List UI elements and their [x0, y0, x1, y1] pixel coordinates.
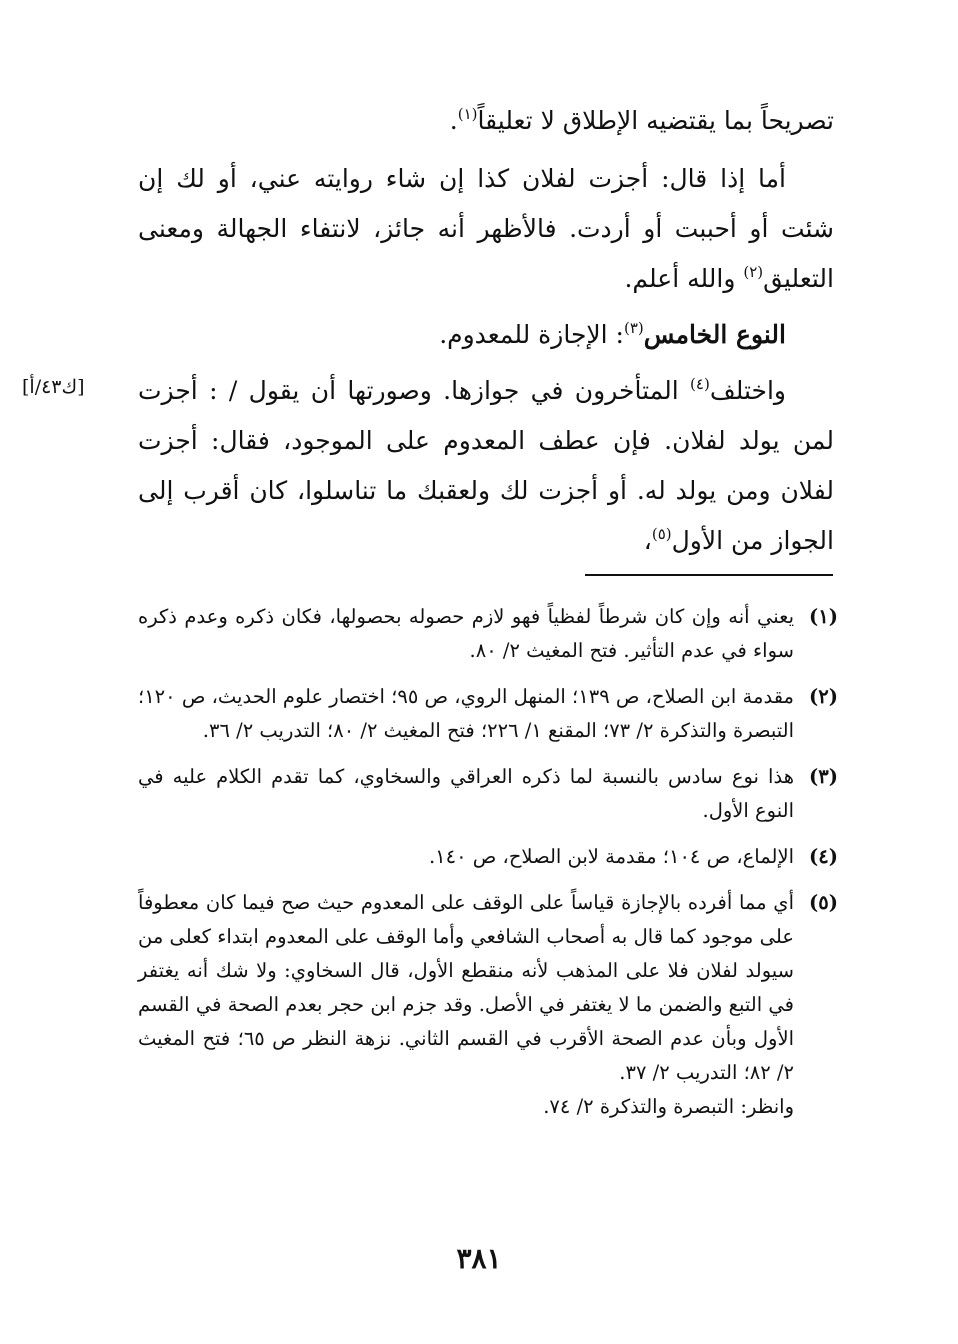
footnote-see-also: وانظر: التبصرة والتذكرة ٢/ ٧٤.: [543, 1095, 794, 1118]
footnote-5: [138, 886, 838, 1124]
footnote-text: الإلماع، ص ١٠٤؛ مقدمة لابن الصلاح، ص ١٤٠.: [428, 845, 794, 868]
footnotes: [138, 600, 838, 1136]
paragraph-conditional-ijaza: [138, 154, 834, 304]
footnote-1: [138, 600, 838, 668]
main-text: [138, 96, 834, 572]
manuscript-folio-note: [ك٤٣/أ]: [22, 376, 85, 398]
paragraph-text: أما إذا قال: أجزت لفلان كذا إن شاء روايته عني، أو لك إن شئت أو أحببت أو أردت. فالأظهر أنه جائز، لانتفاء الجهالة ومعنى التعليق: [138, 164, 834, 293]
footnote-text: مقدمة ابن الصلاح، ص ١٣٩؛ المنهل الروي، ص ٩٥؛ اختصار علوم الحديث، ص ١٢٠؛ التبصرة والتذكرة ٢/ ٧٣؛ المقنع ١/ ٢٢٦؛ فتح المغيث ٢/ ٨٠؛ التدريب ٢/ ٣٦.: [138, 685, 794, 742]
footnote-number: (٤): [809, 845, 838, 868]
footnote-ref-5: (٥): [651, 525, 672, 543]
paragraph-end: والله أعلم.: [624, 264, 744, 293]
heading-subtitle: : الإجازة للمعدوم.: [439, 320, 624, 349]
footnote-divider: [585, 574, 833, 576]
continuation-text: تصريحاً بما يقتضيه الإطلاق لا تعليقاً: [477, 106, 834, 135]
footnote-ref-4: (٤): [690, 375, 710, 393]
heading-title: النوع الخامس: [643, 320, 786, 349]
section-heading: [138, 310, 834, 360]
footnote-ref-1: (١): [457, 105, 478, 123]
footnote-text: يعني أنه وإن كان شرطاً لفظياً فهو لازم حصوله بحصولها، فكان ذكره وعدم ذكره سواء في عدم التأثير. فتح المغيث ٢/ ٨٠.: [138, 605, 794, 662]
continuation-line: [138, 96, 834, 146]
footnote-4: [138, 840, 838, 874]
paragraph-end: ،: [643, 526, 652, 555]
paragraph-ijaza-madum: [138, 366, 834, 566]
footnote-ref-2: (٢): [743, 263, 764, 281]
footnote-3: [138, 760, 838, 828]
continuation-end: .: [449, 106, 458, 135]
paragraph-text: المتأخرون في جوازها. وصورتها أن يقول / : أجزت لمن يولد لفلان. فإن عطف المعدوم على الموجود، فقال: أجزت لفلان ومن يولد له. أو أجزت لك ولعقبك ما تناسلوا، كان أقرب إلى الجواز من الأول: [138, 376, 834, 555]
page-number: ٣٨١: [456, 1242, 502, 1275]
footnote-text: [138, 886, 794, 1124]
footnote-number: (٥): [809, 891, 838, 914]
footnote-number: (١): [809, 605, 838, 628]
footnote-body: أي مما أفرده بالإجازة قياساً على الوقف على المعدوم حيث صح فيما كان معطوفاً على موجود كما قال به أصحاب الشافعي وأما الوقف على المعدوم ابتداء كعلى من سيولد لفلان فلا على المذهب لأنه منقطع الأول، قال السخاوي: ولا شك أنه يغتفر في التبع والضمن ما لا يغتفر في الأصل. وقد جزم ابن حجر بعدم الصحة في القسم الأول وبأن عدم الصحة الأقرب في القسم الثاني. نزهة النظر ص ٦٥؛ فتح المغيث ٢/ ٨٢؛ التدريب ٢/ ٣٧.: [138, 891, 794, 1084]
footnote-number: (٣): [809, 765, 838, 788]
footnote-2: [138, 680, 838, 748]
footnote-ref-3: (٣): [623, 319, 644, 337]
footnote-number: (٢): [809, 685, 838, 708]
footnote-text: هذا نوع سادس بالنسبة لما ذكره العراقي والسخاوي، كما تقدم الكلام عليه في النوع الأول.: [138, 765, 794, 822]
paragraph-start: واختلف: [709, 376, 786, 405]
